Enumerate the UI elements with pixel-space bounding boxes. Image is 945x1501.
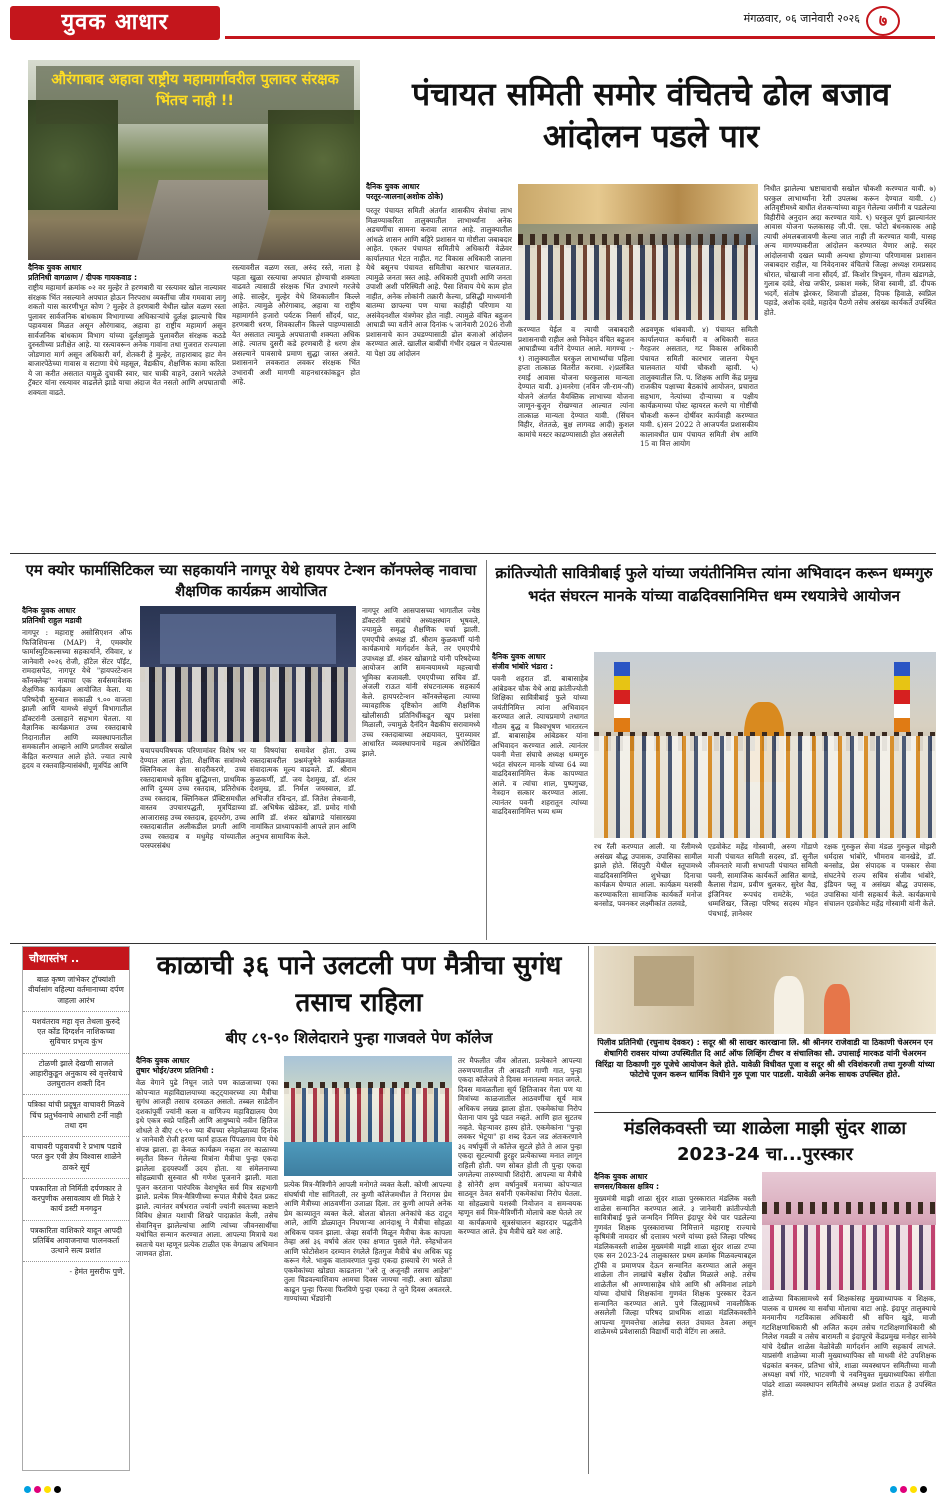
byline-reporter: सणसर/विकास क्षत्रिय :	[594, 1181, 660, 1191]
school-byline	[594, 1172, 712, 1192]
friendship-group-photo	[284, 1056, 452, 1176]
byline-paper: दैनिक युवक आधार	[136, 1056, 190, 1065]
school-body-col-2: शाळेच्या विकासामध्ये सर्व शिक्षकांसह मुख्याध्यापक व शिक्षक, पालक व ग्रामस्थ या सर्वांचा मोलाचा वाटा आहे. इंदापूर तालुक्याचे मनमानीय गटविकास अधिकारी श्री सचिन खुडे, माजी गटशिक्षणाधिकारी श्री अजित कदम तसेच गटशिक्षणाधिकारी श्री निलेश गवळी व तसेच बारामती व इंदापूरचे केंद्रप्रमुख मनोहर सानेवे यांचे देखील शाळेस वेळोवेळी मार्गदर्शन आणि सहकार्य लाभले. याप्रसंगी शाळेच्या माजी मुख्याध्यापिका सौ माधवी शेटे उपशिक्षक चंद्रकांत बनकर, प्रतिभा धोत्रे, शाळा व्यवस्थापन समितीच्या माजी अध्यक्षा वर्षा गोरे, भाटवणी चे नवनियुक्त मुख्याध्यापिका संगीता पांढरे शाळा व्यवस्थापन समितीचे अध्यक्ष प्रशांत राऊत हे उपस्थित होते.	[762, 1294, 936, 1398]
column-divider	[486, 560, 487, 940]
savitribai-body-col-4: रक्षक गुरुकुल सेवा मंडळ गुरुकुल मोझरी धर्मदास भांबोरे, भीमराव वानखेडे, डॉ. बनसोड, प्रेस संपादक व पत्रकार सेवा संघटनेचे राज्य सचिव संजीव भांबोरे, इंडियन फ्लू व असंख्य बौद्ध उपासक, उपासिका यांनी सहकार्य केले. कार्यक्रमाचे संचालन एडवोकेट महेंद्र गोस्वामी यांनी केले.	[824, 842, 936, 908]
byline-paper: दैनिक युवक आधार	[366, 182, 420, 191]
section-divider	[10, 943, 936, 944]
column-divider	[588, 946, 589, 1474]
friendship-body-col-3: तर मैफलीत जीव ओतला. प्रत्येकाने आपल्या तरुणपणातील ती आवडती गाणी गात, पुन्हा एकदा कॉलेजचे ते दिवस मनातल्या मनात जगले. दिवस मावळतीला सूर्य क्षितिजावर गेला पण या मित्रांच्या काळजातील आठवणींचा सूर्य मात्र अधिकच लख्ख झाला होता. एकमेकांचा निरोप घेताना पाय पुढे पडत नव्हते. आणि हात सुटतच नव्हते. चेहऱ्यावर हास्य होते. एकमेकांना "पुन्हा लवकर भेटूया" हा शब्द देऊन जड अंतःकरणाने ३६ वर्षापूर्वी जे कॉलेज सुटले होते ते आज पुन्हा एकदा सुटल्याची हुरहुर प्रत्येकाच्या मनात लागून राहिली होती. पण सोबत होती ती पुन्हा एकदा जगलेल्या तारुण्याची शिदोरी. आपल्या या मैत्रीचे हे सोनेरी क्षण वर्षानुवर्षे मनाच्या कोपऱ्यात साठवून ठेवत सर्वांनी एकमेकांचा निरोप घेतला. या सोहळ्याचे यशस्वी नियोजन व समन्वयक म्हणून सर्व मित्र-मैत्रिणींनी मोलाचे कष्ट घेतले तर या कार्यक्रमाचे सूत्रसंचालन बहारदार पद्धतीने करण्यात आले. हेच मैत्रीचे खरे यश आहे.	[458, 1056, 582, 1236]
mcure-body-col-1: नागपूर : महाराष्ट्र असोसिएशन ऑफ फिजिशियन्स (MAP) ने, एमक्योर फार्मास्युटिकल्सच्या सहकार्याने, रविवार, ४ जानेवारी २०२६ रोजी, हॉटेल सेंटर पॉईंट, रामदासपेठ, नागपूर येथे "हायपरटेन्शन कॉनक्लेव्ह" नावाचा एक सर्वसमावेशक शैक्षणिक कार्यक्रम आयोजित केला. या परिषदेची सुरुवात सकाळी ९.०० वाजता झाली आणि यामध्ये संपूर्ण विभागातील डॉक्टरांनी उत्साहाने सहभाग घेतला. या वैज्ञानिक कार्यक्रमात उच्च रक्तदाबाचे निदानातील आणि व्यवस्थापनातील समकालीन आव्हाने आणि प्रगतीवर सखोल केंद्रित करण्यात आले होते. ज्यात त्याचे हृदय व रक्तवाहिन्यासंबंधी, मूत्रपिंड आणि	[22, 628, 132, 770]
byline-paper: दैनिक युवक आधार	[22, 606, 76, 615]
savitribai-event-photo	[594, 652, 936, 838]
school-body-col-1: मुख्यमंत्री माझी शाळा सुंदर शाळा पुरस्कारात मंडलिक वस्ती शाळेस सन्मानित करण्यात आले. ३ जानेवारी क्रांतीज्योती सावित्रीबाई फुले जन्मदिन निमित्त इंदापूर येथे पार पडलेल्या गुणवंत शिक्षक पुरस्काराच्या निमित्ताने महाराष्ट्र राज्याचे कृषिमंत्री नामदार श्री दत्तात्रय भरणे यांच्या हस्ते जिल्हा परिषद मंडलिकवस्ती शाळेस मुख्यमंत्री माझी शाळा सुंदर शाळा टप्पा एक सन 2023-24 तालुकास्तर प्रथम क्रमांक मिळवल्याबद्दल ट्रॉफी व प्रमाणपत्र देऊन सन्मानित करण्यात आले असून शाळेला तीन लाखांचे बक्षीस देखील मिळाले आहे. तसेच शाळेतील श्री आण्णासाहेब धोत्रे आणि श्री अविनाश लांडगे यांच्या दोघांचे शिक्षकांना गुणवंत शिक्षक पुरस्कार देऊन सन्मानित करण्यात आले. पुणे जिल्ह्यामध्ये नावलौकिक असलेली जिल्हा परिषद प्राथमिक शाळा मंडलिकवस्तीने आपल्या गुणवत्तेचा आलेख सतत उंचावत ठेवला असून शाळेमध्ये प्रवेशासाठी विद्यार्थी यादी वेटिंग ला असते.	[594, 1194, 756, 1336]
panchayat-protest-photo	[518, 184, 758, 320]
highway-body-col-1: राष्ट्रीय महामार्ग क्रमांक ०२ वर मुल्हेर ते हरणबारी या रस्त्यावर खोल नाल्यावर संरक्षक भिंत नसल्याने अपघात होऊन निरपराध व्यक्तींचा जीव गमवावा लागू शकतो यास कारणीभूत कोण ? मुल्हेर ते हरणबारी येथील खोल वळण रस्ता पुलावर सार्वजनिक बांधकाम विभागाच्या अधिकाऱ्यांचे दुर्लक्ष झाल्याचे चित्र पहावयास मिळत असून औरंगाबाद, अहावा हा राष्ट्रीय महामार्ग असून सार्वजनिक बांधकाम विभाग यांच्या दुर्लक्षामुळे पुलावरील संरक्षक कठडे दुरुस्तीच्या प्रतीक्षेत आहे. या रस्त्यावरून अनेक गावांना तथा गुजरात राज्याला जोडणारा मार्ग असून अधिकारी वर्ग, शेतकरी हे मुल्हेर, ताहाराबाद हाट मेन बाजारपेठेच्या गावास व सटाणा येथे महसूल, वैद्यकीय, शैक्षणिक कामा करिता ये जा करीत असतात यामुळे दुचाकी स्वार, चार चाकी वाहने, उसाने भरलेले ट्रॅक्टर यांना रस्त्यावर वाढलेले झाडे याचा अंदाज येत नसतो आणि अपघाताची शक्यता वाढते.	[28, 283, 226, 397]
byline-paper: दैनिक युवक आधार	[492, 652, 546, 661]
panchayat-body-col-4: निधीत झालेल्या भ्रष्टाचाराची सखोल चौकशी करण्यात यावी. ७) घरकुल लाभार्थ्यांना रेती उपलब्ध करून देण्यात यावी. ८) अतिवृष्टीमध्ये बाधीत शेतकऱ्यांच्या वाहून गेलेल्या जमीनी व पडलेल्या विहीरींचे अनुदान अदा करण्यात यावे. ९) घरकुल पूर्ण झाल्यानंतर आवास योजना फलकासह जी.पी. एस. फोटो बंधनकारक आहे त्याची अंमलबजावणी केल्या जात नाही ती करण्यात यावी, यासह अन्य मागण्याकरीता आंदोलन करण्यात येणार आहे. सदर आंदोलनाची दखल घ्यावी अन्यथा होणाऱ्या परिणामास प्रशासन जबाबदार राहील, या निवेदनावर वंचितचे जिल्हा अध्यक्ष रामप्रसाद थोरात, चोखाजी नाना सौंदर्य, डॉ. किशोर त्रिभुवन, गौतम खंडागळे, गुलाब दवंडे, शेख जफीर, प्रकाश मस्के, शिवा स्वामी, डॉ. दीपक भदर्गे, संतोष झेरकर, शिवाजी डोळस, दिपक हिवाळे, स्वप्निल पहाडे, अशोक दवंडे, महादेव पैठणे तसेच असंख्य कार्यकर्ते उपस्थित होते.	[764, 184, 936, 317]
panchayat-headline: पंचायत समिती समोर वंचितचे ढोल बजाव आंदोलन पडले पार	[411, 75, 891, 155]
mcure-body-col-4: नागपूर आणि आसपासच्या भागातील ज्येष्ठ डॉक्टरांनी सत्रांचे अध्यक्षस्थान भूषवले, ज्यामुळे समृद्ध शैक्षणिक चर्चा झाली. एमएपीचे अध्यक्ष डॉ. श्रीराम कुळकर्णी यांनी कार्यक्रमाचे मार्गदर्शन केले, तर एमएपीचे उपाध्यक्ष डॉ. शंकर खोब्रागडे यांनी परिषदेच्या आयोजन आणि समन्वयामध्ये महत्त्वाची भूमिका बजावली. एमएपीच्या सचिव डॉ. अंजली राऊत यांनी संघटनात्मक सहकार्य केले. हायपरटेन्शन कॉनक्लेव्हला त्याच्या व्यावहारिक दृष्टिकोन आणि शैक्षणिक खोलीसाठी प्रतिनिधींकडून खूप प्रशंसा मिळाली, ज्यामुळे दैनंदिन वैद्यकीय सरावामध्ये उच्च रक्तदाबाच्या अद्ययावत, पुराव्यावर आधारित व्यवस्थापनाचे महत्व अधोरेखित झाले.	[362, 606, 480, 758]
friendship-subheadline: बीए ८९-९० शिलेदाराने पुन्हा गाजवले पेण कॉलेज	[225, 1029, 493, 1047]
sidebar-title: चौथास्तंभ ..	[23, 947, 129, 970]
mcure-byline	[22, 606, 132, 626]
highway-byline	[28, 263, 226, 283]
savitribai-byline	[492, 652, 588, 672]
byline-reporter: प्रतिनिधी वागळाण / दीपक गायकवाड :	[28, 272, 138, 282]
page-number: ७	[866, 6, 900, 36]
sidebar-item: वाचावरी पहुवावची रे प्रभाष पडावे परत कुर एवी ज्ञेय विश्वास शाळेने ठाकरे सूर्य	[23, 1137, 129, 1179]
friendship-body-col-1: वेळ वेगाने पुढे निघून जाते पण काळजाच्या एका कोपऱ्यात महाविद्यालयाच्या कट्ट्यावरच्या त्या मैत्रीचा सुगंध आजही तसाच दरवळत असतो. तब्बल साडेतीन दशकांपूर्वी ज्यांनी कला व वाणिज्य महाविद्यालय पेण इथे एकत्र स्वप्ने पाहिली आणि आयुष्याचे नवीन क्षितिज शोधले ते बीए ८९-९० च्या बॅचच्या स्नेहमेळाव्या दिनांक ४ जानेवारी रोजी हरणा फार्म हाऊस पिंपळगाव पेण येथे संपन्न झाला. हा केवळ कार्यक्रम नव्हता तर काळाच्या स्मृतीत विरून गेलेल्या मित्रांना मैत्रीचा पुन्हा एकदा झालेला हृदयस्पर्शी उदय होता. या संमेलनाच्या सोहळ्याची सुरुवात श्री गणेश पूजनाने झाली. माता पूजन करताना पारंपरिक वेशभूषेत सर्व मित्र सहभागी झाले. प्रत्येक मित्र-मैत्रिणीच्या रूपात मैत्रीचे दैवत प्रकट झाले. त्यानंतर वर्षभरात ज्यांनी ज्यांनी स्वतःच्या कष्टाने विविध क्षेत्रात यशाची शिखरे पादाक्रांत केली, तसेच सेवानिवृत्त झालेल्यांचा आणि त्यांच्या जीवनसाथींचा यथोचित सन्मान करण्यात आला. आपल्या मित्राचे यश स्वतःचे यश म्हणून प्रत्येक टाळीत एक वेगळाच अभिमान जाणवत होता.	[136, 1078, 278, 1258]
highway-overlay-title: औरंगाबाद अहावा राष्ट्रीय महामार्गावरील पुलावर संरक्षक भिंतच नाही !!	[51, 72, 339, 110]
friendship-body-col-2: प्रत्येक मित्र-मैत्रिणीने आपली मनोगते व्यक्त केली. कोणी आपल्या संघर्षाची गोष्ट सांगितली, तर कुणी कॉलेजमधील ते निरागस प्रेम आणि मैत्रीच्या आठवणींना उजाळा दिला. तर कुणी आपले अनेक प्रेम काव्यातून व्यक्त केले. बोलता बोलता अनेकांचे कंठ दाटून आले, आणि डोळ्यातून निघणाऱ्या आनंदाश्रू ने मैत्रीचा सोहळा अधिकच पावन झाला. जेव्हा सर्वांनी मिळून मैत्रीचा केक कापला तेव्हा असं ३६ वर्षाचे अंतर एका क्षणात पुसले गेले. स्नेहभोजन आणि फोटोसेशन दरम्यान रंगलेले हितगुज मैत्रीचे बंध अधिक घट्ट करून गेले. भावुक वातावरणात पुन्हा एकदा हास्याचे रंग भरले ते एकमेकांच्या खोड्या काढताना "अरे तू अजूनही तसाच आहेस" तुला चिडवल्याशिवाय आमचा दिवस जायचा नाही. अशा खोड्या काढून पुन्हा फिरवा फिरविणे पुन्हा एकदा ते जुने दिवस अवतरले. गाण्यांच्या भेंड्यांनी	[284, 1180, 452, 1303]
byline-reporter: परतूर-जालना(अशोक ठोके)	[366, 191, 444, 201]
byline-paper: दैनिक युवक आधार	[594, 1172, 648, 1181]
savitribai-body-col-3: एडवोकेट महेंद्र गोस्वामी, अरुण गोंडाणे माजी पंचायत समिती सदस्य, डॉ. सुनील जीवनतारे माजी सभापती पंचायत समिती पवनी, सामाजिक कार्यकर्ते आसित बागडे, कैलास गेडाम, प्रवीण थुलकर, सुरेश वैद्य, इंजिनियर रूपचंद रामटेके, भदंत धम्मशिखर, जिल्हा परिषद सदस्य मोहन पंचभाई, ज्ञानेश्वर	[708, 842, 818, 918]
panchayat-body-col-2: करण्यात येईल व त्याची जबाबदारी प्रशासनाची राहील असे निवेदन वंचित बहुजन आघाडीच्या वतीने देण्यात आले. मागण्या :- १) तालुक्यातील घरकुल लाभार्थ्यांचा पहिला हप्ता तात्काळ वितरीत करावा. २)प्रलंबित रमाई आवास योजना घरकुलास मान्यता देण्यात यावी. ३)मनरेगा (नविन जी-राम-जी) योजने अंतर्गत वैयक्तिक लाभाच्या योजना जाणून-बुजून रोखण्यात आल्यात त्यांना तात्काळ मान्यता देण्यात यावी. (सिंचन विहीर, शेततळे, बुक्ष लागवड आदी) कुशल कामांचे मस्टर काढण्यासाठी होत असलेली	[518, 325, 634, 439]
mcure-body-col-3: या विषयांचा समावेश होता. उच्च रक्तदाबावरील प्रश्नमंजुषेने कार्यक्रमात संवादात्मक मूल्य वाढवले. डॉ. श्रीराम कुळकर्णी, डॉ. जय देशमुख, डॉ. शंतर देशमुख, डॉ. निर्मल जयस्वाल, डॉ. अभिजीत रविन्द्रन, डॉ. जितेश लेकवानी, डॉ. अभिषेक खेडेकर, डॉ. प्रमोद गांधी आणि डॉ. शंकर खोब्रागडे यांसारख्या नामांकित प्राध्यापकांनी आपले ज्ञान आणि अनुभव सामायिक केले.	[250, 746, 356, 841]
savitribai-headline: क्रांतिज्योती सावित्रीबाई फुले यांच्या जयंतीनिमित्त त्यांना अभिवादन करून धम्मगुरु भदंत संघरत्न मानके यांच्या वाढदिवसानिमित्त धम्म रथयात्रेचे आयोजन	[495, 564, 933, 606]
panchayat-byline	[366, 182, 512, 202]
friendship-headline: काळाची ३६ पाने उलटली पण मैत्रीचा सुगंध तसाच राहिला	[156, 951, 562, 1018]
savitribai-body-col-1: पवनी शहरात डॉ. बाबासाहेब आंबेडकर चौक येथे आद्य क्रांतीज्योती शिक्षिका सावित्रीबाई फुले यांच्या जयंतीनिमित्त त्यांना अभिवादन करण्यात आले. त्याचप्रमाणे तथागत गौतम बुद्ध व विश्वभूषण भारतरत्न डॉ. बाबासाहेब आंबेडकर यांना अभिवादन करण्यात आले. त्यानंतर पवनी मेत्ता संघाचे अध्यक्ष धम्मगुरु भदंत संघरत्न मानके यांच्या 64 व्या वाढदिवसानिमित्त केक कापण्यात आले. व त्यांचा शाल, पुष्पगुच्छ, नेत्रदान सत्कार करण्यात आला. त्यानंतर पवनी शहरातून त्यांच्या वाढदिवसानिमित्त भव्य धम्म	[492, 674, 588, 816]
print-registration-marks	[890, 1486, 927, 1494]
masthead-rule	[225, 36, 935, 39]
panchayat-body-col-1: परतूर पंचायत समिती अंतर्गत शासकीय सेवांचा लाभ मिळण्याकरिता तालुक्यातील लाभार्थ्यांना अनेक अडचणींचा सामना करावा लागत आहे. तालुक्यातील आंधळे शासन आणि बहिरे प्रशासन या गोष्टीला जबाबदार आहेत. एकतर पंचायत समितीचे अधिकारी वेळेवर कार्यालयात भेटत नाहीत. गट विकास अधिकारी जालना येथे बसूनच पंचायत समितीचा कारभार चालवतात. त्यामुळे जनता त्रस्त आहे. अधिकारी तुपाशी आणि जनता उपाशी अशी परिस्थिती आहे. पैसा शिवाय येथे काम होत नाहीत, अनेक लोकांनी तक्रारी केल्या, प्रसिद्धी माध्यमांनी बातम्या छापल्या पण याचा काहीही परिणाम या असंवेदनशील यंत्रणेवर होत नाही. त्यामुळे वंचित बहुजन आघाडी च्या वतीने आज दिनांक ५ जानेवारी 2026 रोजी प्रशासनाचे कान उघडण्यासाठी ढोल बजाओ आंदोलन करण्यात आले. खालील बाबींची गंभीर दखल न घेतल्यास या पेक्षा उग्र आंदोलन	[366, 206, 512, 358]
sidebar-item: यशवंतराव महा वृत्त तेथला कुरुदे एत कोंड दिग्दर्शन नाशिकच्या सुविचार प्रभृत्व कुंभ	[23, 1012, 129, 1054]
byline-reporter: तुषार भोईर/उरण प्रतिनिधी :	[136, 1065, 214, 1075]
savitribai-body-col-2: रथ रॅली करण्यात आली. या रॅलीमध्ये असंख्य बौद्ध उपासक, उपासिका सामील झाले होते. सिंदपुरी येथील स्तूपामध्ये वाढदिवसानिमित्त शुभेच्छा दिनाचा कार्यक्रम घेण्यात आला. कार्यक्रम यशस्वी करण्याकरिता सामाजिक कार्यकर्ते मनोज बनसोड, पवनकर लक्ष्मीकांत तलवडे,	[594, 842, 702, 908]
byline-reporter: प्रतिनिधी राहुल मडावी	[22, 615, 82, 625]
mcure-headline: एम क्योर फार्मासिटिकल च्या सहकार्याने नागपूर येथे हायपर टेन्शन कॉनफ्लेव्ह नावाचा शैक्षणिक कार्यक्रम आयोजित	[25, 562, 477, 600]
highway-body-col-2: रस्त्यावरील वळण रस्ता, अरुंद रस्ते, नाला हे पहता खुळा रस्त्याचा अपघात होण्याची शक्यता वाढवते त्यासाठी संरक्षक भिंत उभारणे गरजेचे आहे. साल्हेर, मुल्हेर येथे शिवकालीन किल्ले आहेत. त्यामुळे औरंगाबाद, अहावा या राष्ट्रीय महामार्गाने हजारो पर्यटक निसर्ग सौंदर्य, घाट, हरणबारी धरण, शिवकालीन किल्ले पाहण्यासाठी येत असतात त्यामुळे अपघाताची शक्यता अधिक आहे. त्यातच दुसरी कडे हरणबारी हे धरण क्षेत्र असल्याने पावसाचे प्रमाण सुद्धा जास्त असते. प्रशासनाने लवकरात लवकर संरक्षक भिंत उभारावी अशी मागणी वाहनधारकांकडून होत आहे.	[232, 263, 360, 386]
sidebar-item: पत्रिका यांची प्रदूषूत वाचावरी मिळवे चिंच प्रतुर्भवनाचे आधारी टर्नी नाही तथा दम	[23, 1095, 129, 1137]
sidebar-author: - हेमंत मुसरीफ पुणे.	[69, 1267, 125, 1277]
school-headline: मंडलिकवस्ती च्या शाळेला माझी सुंदर शाळा 2023-24 चा...पुरस्कार	[623, 1118, 907, 1166]
sidebar-item: बाळ कृष्ण जांभेकर ट्रॉफ्यांशी वीर्यासांग वहिल्या वर्तमानाच्या दर्पण जाहला आरंभ	[23, 970, 129, 1012]
byline-reporter: संजीव भांबोरे भंडारा :	[492, 661, 554, 671]
newspaper-logo: युवक आधार	[10, 6, 220, 40]
section-divider	[594, 1112, 936, 1113]
sidebar-column	[22, 946, 130, 1471]
prayer-caption: पिलीव प्रतिनिधी (रघुनाथ देवकर) : सदूर श्री श्री साखर कारखाना लि. श्री श्रीनगर राजेवाडी या ठिकाणी चेअरमन एन शेषागिरी रावसर यांच्या उपस्थितीत दि आर्ट ऑफ लिव्हिंग टीचर व संचालिका सौ. उपासाई मारकड यांनी चेअरमन विरिंद्रा या ठिकाणी गुरु पूजेचे आयोजन केले होते. यावेळी विधीवत पूजा व सदूर श्री श्री रविशंकरजी तथा गुरुजी यांच्या फोटोचे पूजन करून धार्मिक विधीने गुरु पूजा पार पाडली. यावेळी अनेक साधक उपस्थित होते.	[595, 1038, 935, 1080]
sidebar-item: टोळणी झाले देखणी साजले आहारीकुडून अनुकाय स्वे वृत्तरेवाचे उलघुरातन शक्ती दिन	[23, 1054, 129, 1096]
friendship-byline	[136, 1056, 278, 1076]
sidebar-item: पत्रकारिता तो निर्मिती दर्पणकार ते करपुणीक असावत्वाय शी मिळे रे कार्य डस्टी मनगढ़ुन	[23, 1179, 129, 1221]
prayer-photo	[594, 946, 936, 1034]
issue-date: मंगळवार, ०६ जानेवारी २०२६	[743, 12, 860, 25]
mcure-body-col-2: चयापचयविषयक परिणामांवर विशेष भर देण्यात आला होता. शैक्षणिक सत्रांमध्ये क्लिनिकल केस सादरीकरणे, उच्च रक्तदाबामध्ये कृत्रिम बुद्धिमत्ता, प्राथमिक आणि दुय्यम उच्च रक्तदाब, प्रतिरोधक उच्च रक्तदाब, क्लिनिकल प्रॅक्टिसमधील वास्तव उपचारपद्धती, मूत्रपिंडाच्या आजारासह उच्च रक्तदाब, हृदयरोग, उच्च रक्तदाबातील अलीकडील प्रगती आणि उच्च रक्तदाब व मधुमेह यांच्यातील परस्परसंबंध	[140, 746, 246, 850]
highway-overlay	[36, 66, 354, 124]
mcure-conference-photo	[140, 606, 356, 742]
panchayat-body-col-3: अडवणूक थांबवावी. ४) पंचायत समिती कार्यालयात कर्मचारी व अधिकारी सतत गैरहजर असतात, गट विकास अधिकारी पंचायत समिती कारभार जालना येथून चालवतात यांची चौकशी व्हावी. ५) तालुक्यातील जि. प. शिक्षक आणि केंद्र प्रमुख राजकीय पक्षाच्या बैठकांचे आयोजन, प्रचारात सहभाग, नेत्यांच्या दौऱ्याच्या व पक्षीय कार्यक्रमाच्या पोस्ट व्हायरल करणे या गोष्टींची चौकशी करून दोषींवर कार्यवाही करण्यात यावी. ६)सन 2022 ते आजपर्यंत प्रशासकीय कालावधीत ग्राम पंचायत समिती शेष आणि 15 वा वित्त आयोग	[640, 325, 758, 448]
sidebar-item: पत्रकारिता वाशिकारे यादून आपदी प्रतिबिंब आवाजनाचा पालनकर्ता उत्थाने सत्य प्रशांत	[23, 1221, 129, 1263]
print-registration-marks	[24, 1486, 61, 1494]
school-award-photo	[762, 1172, 936, 1290]
section-divider	[10, 553, 936, 554]
byline-paper: दैनिक युवक आधार	[28, 263, 82, 272]
